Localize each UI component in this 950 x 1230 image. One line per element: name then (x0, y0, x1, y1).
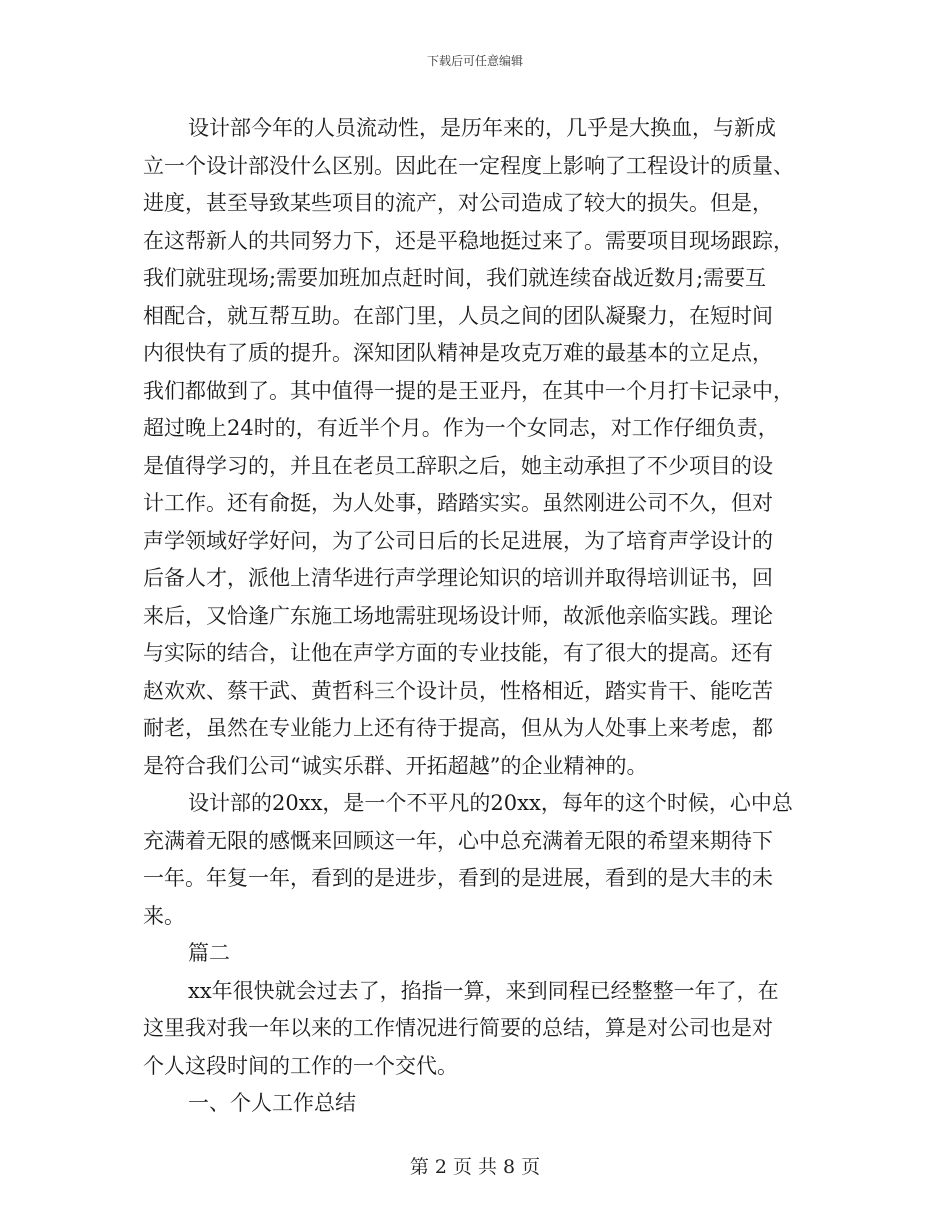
text-line: 充满着无限的感慨来回顾这一年，心中总充满着无限的希望来期待下 (143, 828, 773, 853)
page-header: 下载后可任意编辑 (426, 54, 523, 68)
page-footer: 第 2 页 共 8 页 (409, 1156, 541, 1178)
text-line: 来后，又恰逢广东施工场地需驻现场设计师，故派他亲临实践。理论 (143, 603, 773, 628)
text-line: 在这帮新人的共同努力下，还是平稳地挺过来了。需要项目现场跟踪， (143, 228, 794, 253)
text-line: 个人这段时间的工作的一个交代。 (143, 1053, 458, 1078)
text-line: 内很快有了质的提升。深知团队精神是攻克万难的最基本的立足点， (143, 341, 773, 365)
text-line: 是值得学习的，并且在老员工辞职之后，她主动承担了不少项目的设 (143, 453, 773, 478)
text-line: 相配合，就互帮互助。在部门里，人员之间的团队凝聚力，在短时间 (143, 303, 773, 328)
text-line: 超过晚上24时的，有近半个月。作为一个女同志，对工作仔细负责， (143, 416, 779, 440)
text-line: 设计部的20xx，是一个不平凡的20xx，每年的这个时候，心中总 (188, 791, 793, 815)
text-line: 赵欢欢、蔡干武、黄哲科三个设计员，性格相近，踏实肯干、能吃苦 (143, 678, 773, 703)
text-line: 计工作。还有俞挺，为人处事，踏踏实实。虽然刚进公司不久，但对 (143, 491, 773, 515)
text-line: 这里我对我一年以来的工作情况进行简要的总结，算是对公司也是对 (143, 1016, 773, 1040)
text-line: 篇二 (188, 941, 230, 965)
text-line: 声学领域好学好问，为了公司日后的长足进展，为了培育声学设计的 (143, 528, 773, 553)
text-line: 与实际的结合，让他在声学方面的专业技能，有了很大的提高。还有 (143, 641, 773, 665)
text-line: 进度，甚至导致某些项目的流产，对公司造成了较大的损失。但是， (143, 191, 773, 215)
document-body (143, 110, 808, 1123)
text-line: xx年很快就会过去了，掐指一算，来到同程已经整整一年了，在 (188, 978, 779, 1003)
text-line: 设计部今年的人员流动性，是历年来的，几乎是大换血，与新成 (188, 116, 776, 140)
text-line: 来。 (143, 903, 185, 928)
text-line: 一、个人工作总结 (188, 1091, 356, 1115)
text-line: 是符合我们公司“诚实乐群、开拓超越”的企业精神的。 (143, 753, 648, 778)
text-line: 我们都做到了。其中值得一提的是王亚丹，在其中一个月打卡记录中， (143, 378, 794, 403)
text-line: 立一个设计部没什么区别。因此在一定程度上影响了工程设计的质量、 (143, 153, 794, 178)
text-line: 耐老，虽然在专业能力上还有待于提高，但从为人处事上来考虑，都 (143, 716, 773, 740)
text-line: 后备人才，派他上清华进行声学理论知识的培训并取得培训证书，回 (143, 566, 773, 590)
text-line: 我们就驻现场;需要加班加点赶时间，我们就连续奋战近数月;需要互 (143, 266, 767, 290)
text-line: 一年。年复一年，看到的是进步，看到的是进展，看到的是大丰的未 (143, 866, 773, 890)
